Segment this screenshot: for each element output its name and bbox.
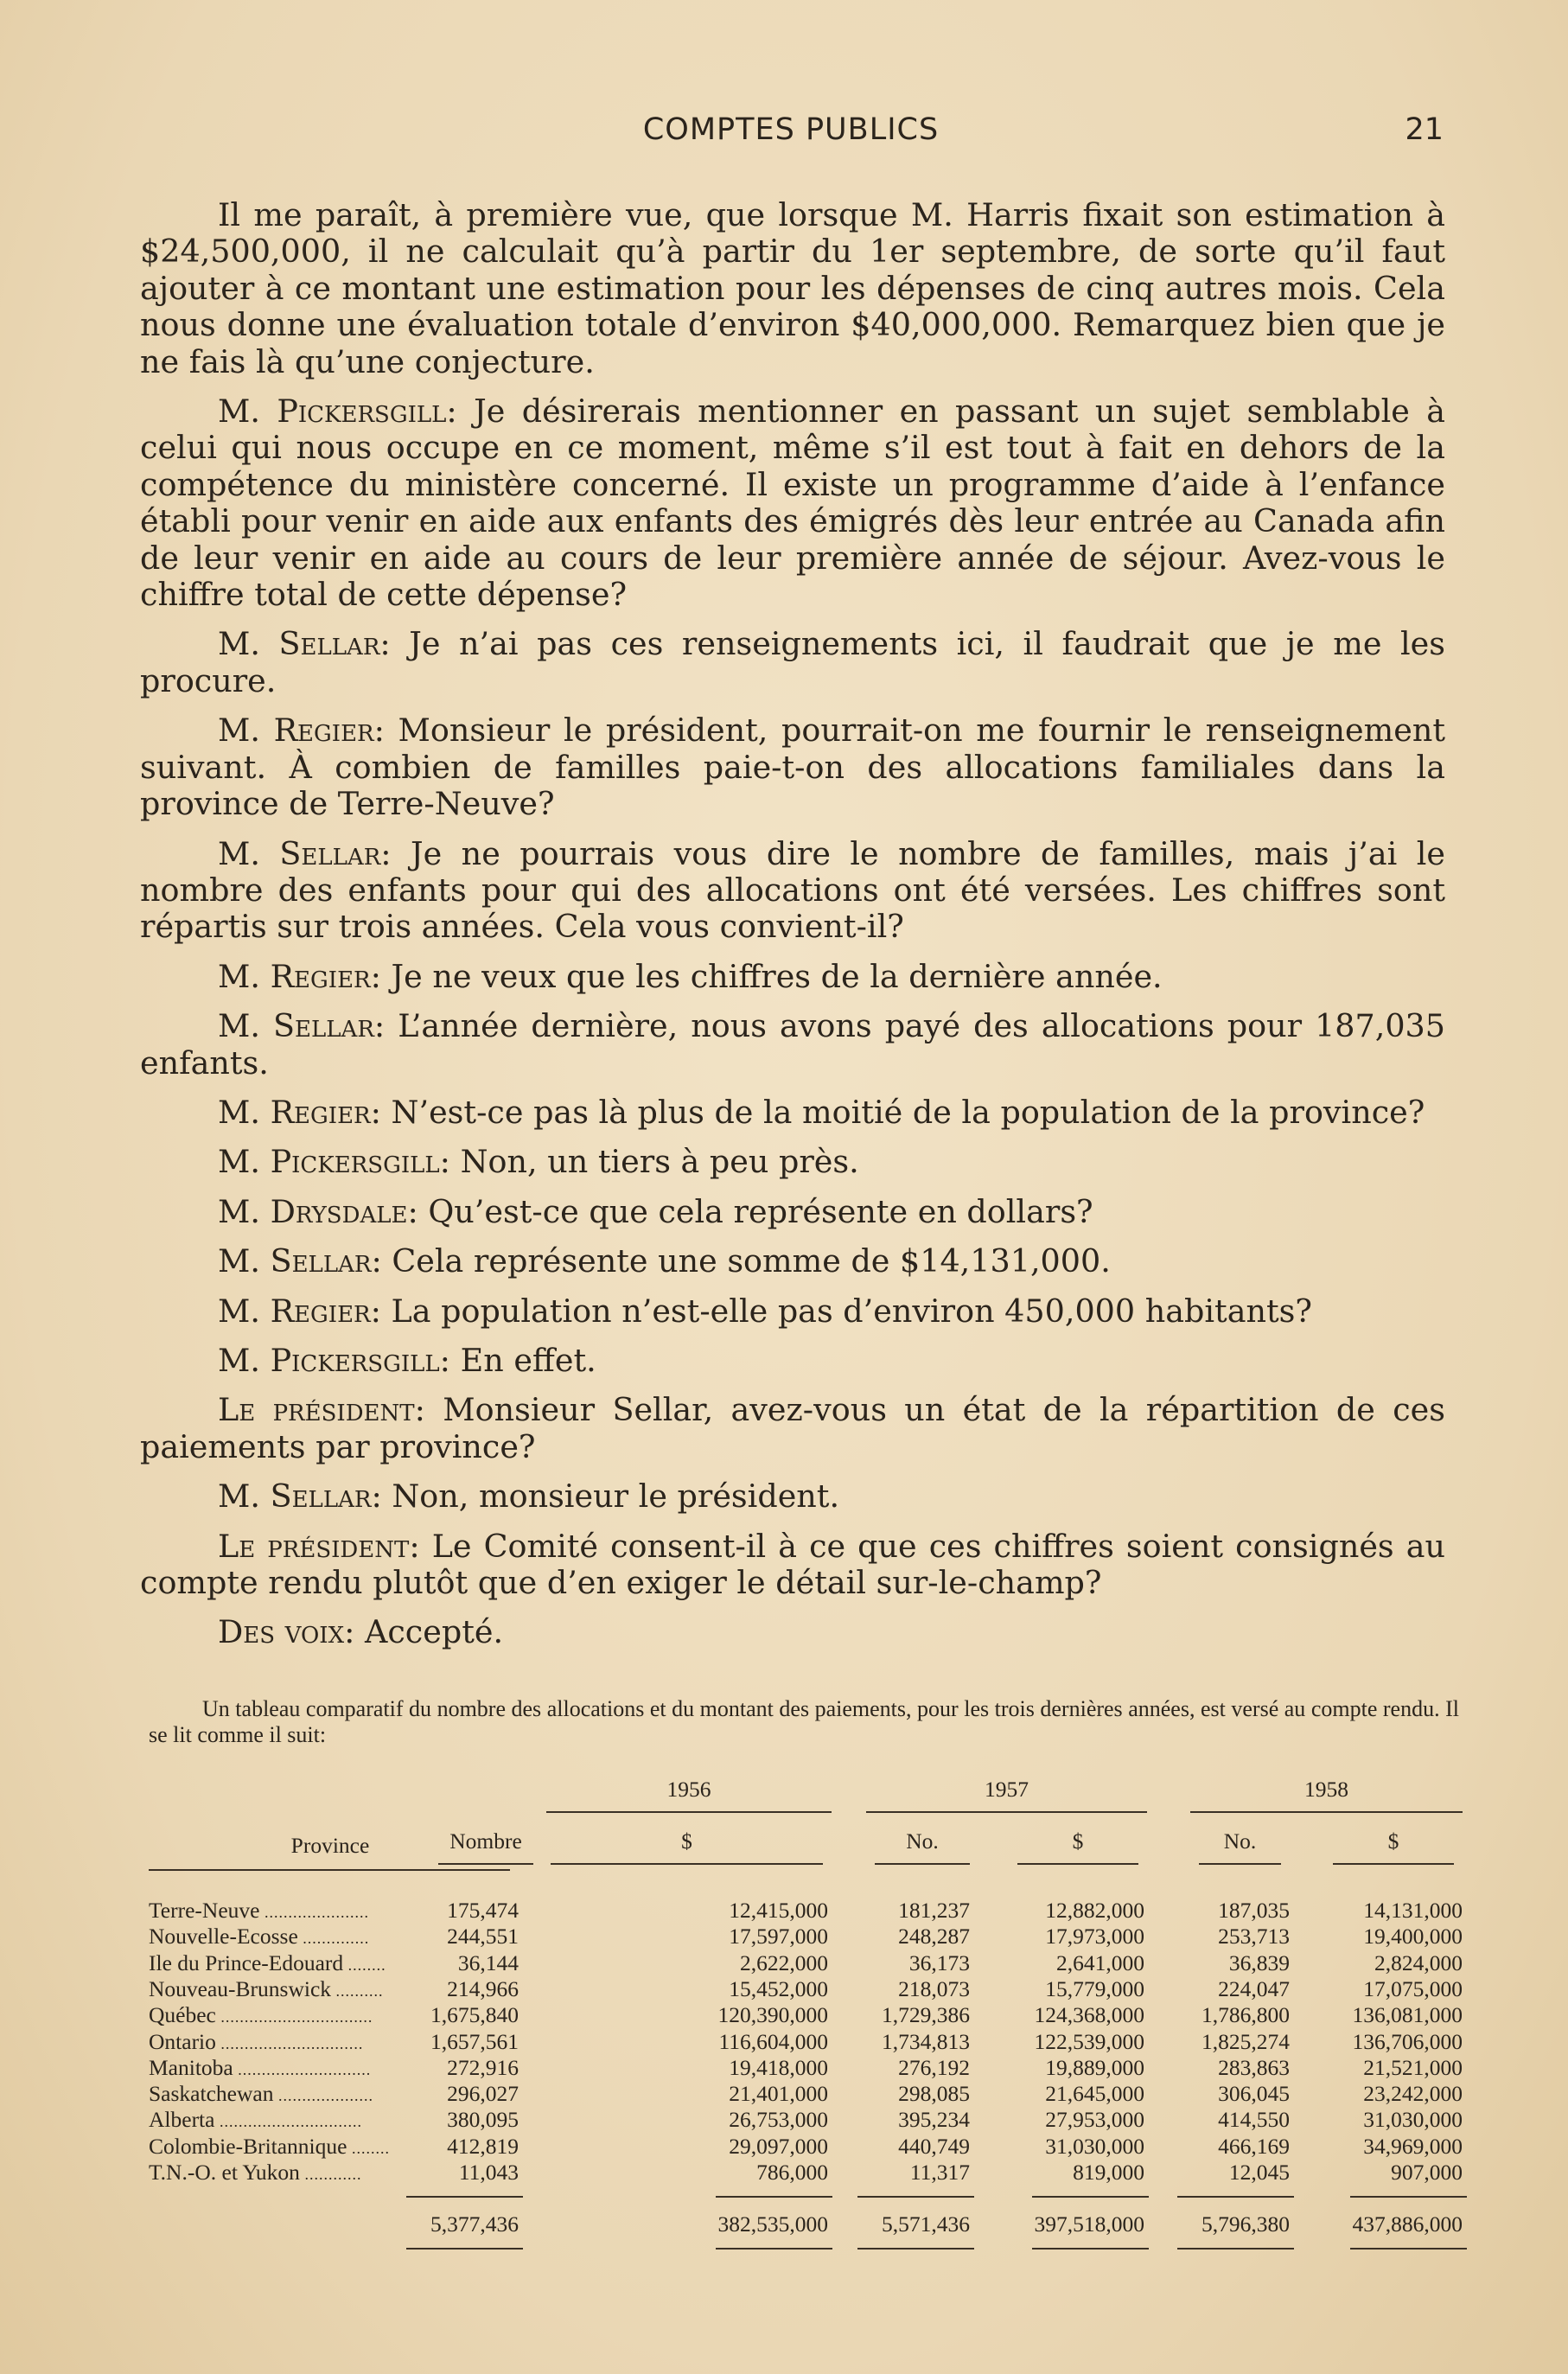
- table-cell: 218,073: [898, 1975, 970, 2001]
- province-label: Ile du Prince-Edouard: [149, 1950, 344, 1975]
- table-cell: 187,035: [1218, 1898, 1290, 1923]
- table-cell: 21,401,000: [729, 2081, 828, 2107]
- speaker-name: Le président:: [218, 1391, 425, 1429]
- table-cell: 26,753,000: [729, 2107, 828, 2133]
- transcript-paragraph: [140, 1528, 1445, 1602]
- speaker-name: M. Regier:: [218, 1292, 381, 1330]
- province-label: Québec: [149, 2002, 216, 2028]
- province-header: Province: [290, 1833, 370, 1858]
- table-cell: 1,657,561: [430, 2028, 519, 2054]
- year-header: 1956: [666, 1777, 711, 1802]
- column-header: Nombre: [449, 1828, 522, 1854]
- paragraph-text: Je n’ai pas ces renseignements ici, il faudrait que je me les procure.: [140, 625, 1445, 699]
- speaker-name: Des voix:: [218, 1613, 355, 1651]
- table-cell: 181,237: [898, 1898, 970, 1923]
- paragraph-text: Je ne veux que les chiffres de la dernière année.: [391, 957, 1163, 995]
- table-cell: 819,000: [1073, 2160, 1144, 2185]
- year-rule: [546, 1811, 832, 1813]
- table-cell: 395,234: [898, 2107, 970, 2133]
- table-cell: 12,415,000: [729, 1898, 828, 1923]
- total-top-rule: [857, 2196, 974, 2198]
- total-cell: 397,518,000: [1034, 2211, 1144, 2237]
- province-label: Saskatchewan: [149, 2081, 274, 2107]
- transcript-paragraph: [140, 836, 1445, 946]
- transcript-paragraph: [140, 626, 1445, 699]
- table-cell: 17,075,000: [1363, 1975, 1463, 2001]
- paragraph-text: Le Comité consent-il à ce que ces chiffres soient consignés au compte rendu plutôt que d’en exiger le détail sur-le-champ?: [140, 1527, 1445, 1601]
- table-cell: 248,287: [898, 1924, 970, 1950]
- table-cell: 15,452,000: [729, 1975, 828, 2001]
- total-cell: 5,571,436: [882, 2211, 970, 2237]
- year-header: 1958: [1304, 1777, 1348, 1802]
- column-header-rule: [1333, 1863, 1454, 1865]
- total-top-rule: [1032, 2196, 1149, 2198]
- page-number: 21: [1405, 112, 1444, 147]
- column-header-rule: [438, 1863, 533, 1865]
- paragraph-text: Je ne pourrais vous dire le nombre de familles, mais j’ai le nombre des enfants pour qui des allocations ont été versées. Les chiffres sont répartis sur trois années. Cela vous convient-il?: [140, 834, 1445, 946]
- year-rule: [866, 1811, 1147, 1813]
- paragraph-text: Je désirerais mentionner en passant un sujet semblable à celui qui nous occupe en ce moment, même s’il est tout à fait en dehors de la compétence du ministère concerné. Il existe un programme d’aide à l’enfance établi pour venir en aide aux enfants des émigrés dès leur entrée au Canada afin de leur venir en aide au cours de leur première année de séjour. Avez-vous le chiffre total de cette dépense?: [140, 392, 1445, 614]
- table-cell: 17,973,000: [1045, 1924, 1144, 1950]
- leader-dots: ..............: [297, 1930, 370, 1948]
- province-label: Ontario: [149, 2028, 216, 2054]
- speaker-name: M. Sellar:: [218, 1242, 382, 1280]
- paragraph-text: Qu’est-ce que cela représente en dollars?: [428, 1192, 1093, 1230]
- table-cell: 907,000: [1391, 2160, 1463, 2185]
- province-label: Nouvelle-Ecosse: [149, 1924, 298, 1950]
- leader-dots: ................................: [215, 2008, 373, 2026]
- speaker-name: M. Sellar:: [218, 1477, 382, 1516]
- table-cell: 440,749: [898, 2133, 970, 2159]
- speaker-name: M. Sellar:: [218, 1007, 386, 1045]
- transcript-paragraph: [140, 1392, 1445, 1465]
- paragraph-text: Il me paraît, à première vue, que lorsque M. Harris fixait son estimation à $24,500,000, il ne calculait qu’à partir du 1er septembre, de sorte qu’il faut ajouter à ce montant une estimation pour les dépenses de cinq autres mois. Cela nous donne une évaluation totale d’environ $40,000,000. Remarquez bien que je ne fais là qu’une conjecture.: [140, 196, 1445, 380]
- total-top-rule: [716, 2196, 832, 2198]
- table-cell: 17,597,000: [729, 1924, 828, 1950]
- table-cell: 124,368,000: [1034, 2002, 1144, 2028]
- table-cell: 175,474: [447, 1898, 519, 1923]
- table-cell: 214,966: [447, 1975, 519, 2001]
- table-cell: 136,081,000: [1352, 2002, 1463, 2028]
- table-cell: 11,043: [458, 2160, 519, 2185]
- leader-dots: ....................: [273, 2087, 373, 2105]
- leader-dots: ..........: [331, 1982, 384, 2000]
- table-cell: 136,706,000: [1352, 2028, 1463, 2054]
- leader-dots: ............: [299, 2166, 362, 2183]
- transcript-paragraph: [140, 712, 1445, 822]
- total-top-rule: [1350, 2196, 1467, 2198]
- province-header-rule: [149, 1869, 510, 1871]
- province-label: Alberta: [149, 2107, 215, 2133]
- speaker-name: M. Pickersgill:: [218, 392, 457, 431]
- paragraph-text: Monsieur le président, pourrait-on me fournir le renseignement suivant. À combien de familles paie-t-on des allocations familiales dans la province de Terre-Neuve?: [140, 712, 1446, 823]
- table-cell: 23,242,000: [1363, 2081, 1463, 2107]
- table-cell: 296,027: [447, 2081, 519, 2107]
- table-cell: 272,916: [447, 2054, 519, 2080]
- table-cell: 414,550: [1218, 2107, 1290, 2133]
- table-cell: 36,839: [1228, 1950, 1290, 1975]
- table-cell: 1,786,800: [1201, 2002, 1290, 2028]
- leader-dots: ..............................: [214, 2113, 362, 2131]
- table-cell: 224,047: [1218, 1975, 1290, 2001]
- paragraph-text: En effet.: [460, 1341, 596, 1379]
- table-cell: 786,000: [756, 2160, 828, 2185]
- table-cell: 31,030,000: [1045, 2133, 1144, 2159]
- column-header: $: [1387, 1828, 1399, 1854]
- paragraph-text: Cela représente une somme de $14,131,000.: [392, 1242, 1111, 1280]
- column-header-rule: [551, 1863, 823, 1865]
- column-header: No.: [1223, 1828, 1257, 1854]
- table-cell: 19,889,000: [1045, 2054, 1144, 2080]
- table-note-text: Un tableau comparatif du nombre des allocations et du montant des paiements, pour les trois dernières années, est versé au compte rendu. Il se lit comme il suit:: [149, 1696, 1459, 1747]
- total-top-rule: [1177, 2196, 1294, 2198]
- speaker-name: M. Pickersgill:: [218, 1341, 450, 1379]
- paragraph-text: L’année dernière, nous avons payé des allocations pour 187,035 enfants.: [140, 1007, 1446, 1082]
- speaker-name: M. Sellar:: [218, 625, 391, 663]
- leader-dots: ............................: [233, 2060, 372, 2078]
- total-bottom-rule: [406, 2248, 523, 2250]
- table-cell: 306,045: [1218, 2081, 1290, 2107]
- total-bottom-rule: [1032, 2248, 1149, 2250]
- transcript-paragraph: [140, 1194, 1445, 1230]
- table-cell: 2,641,000: [1056, 1950, 1144, 1975]
- table-cell: 27,953,000: [1045, 2107, 1144, 2133]
- table-cell: 466,169: [1218, 2133, 1290, 2159]
- transcript-body: [140, 197, 1445, 1664]
- table-cell: 380,095: [447, 2107, 519, 2133]
- table-cell: 14,131,000: [1363, 1898, 1463, 1923]
- year-header: 1957: [985, 1777, 1029, 1802]
- table-cell: 19,418,000: [729, 2054, 828, 2080]
- table-cell: 122,539,000: [1034, 2028, 1144, 2054]
- column-header: No.: [906, 1828, 939, 1854]
- province-label: Manitoba: [149, 2054, 233, 2080]
- column-header-rule: [875, 1863, 970, 1865]
- transcript-paragraph: [140, 1094, 1445, 1131]
- transcript-paragraph: [140, 393, 1445, 613]
- total-top-rule: [406, 2196, 523, 2198]
- table-note: [149, 1696, 1459, 1748]
- speaker-name: Le président:: [218, 1527, 420, 1565]
- speaker-name: M. Sellar:: [218, 834, 392, 872]
- province-label: Nouveau-Brunswick: [149, 1975, 332, 2001]
- table-cell: 34,969,000: [1363, 2133, 1463, 2159]
- province-label: Colombie-Britannique: [149, 2133, 347, 2159]
- leader-dots: ........: [347, 2139, 390, 2157]
- column-header-rule: [1017, 1863, 1138, 1865]
- transcript-paragraph: [140, 959, 1445, 995]
- province-label: T.N.-O. et Yukon: [149, 2160, 300, 2185]
- table-cell: 2,622,000: [740, 1950, 828, 1975]
- table-cell: 31,030,000: [1363, 2107, 1463, 2133]
- paragraph-text: N’est-ce pas là plus de la moitié de la population de la province?: [391, 1093, 1425, 1131]
- paragraph-text: Non, monsieur le président.: [392, 1477, 840, 1516]
- table-cell: 1,825,274: [1201, 2028, 1290, 2054]
- speaker-name: M. Regier:: [218, 957, 381, 995]
- speaker-name: M. Pickersgill:: [218, 1143, 450, 1181]
- table-cell: 29,097,000: [729, 2133, 828, 2159]
- page-header: [138, 112, 1444, 164]
- column-header-rule: [1199, 1863, 1281, 1865]
- transcript-paragraph: [140, 197, 1445, 380]
- allowance-table: [149, 1764, 1471, 2265]
- total-cell: 5,796,380: [1201, 2211, 1290, 2237]
- leader-dots: ......................: [259, 1904, 369, 1921]
- column-header: $: [681, 1828, 692, 1854]
- table-cell: 21,645,000: [1045, 2081, 1144, 2107]
- total-bottom-rule: [1177, 2248, 1294, 2250]
- table-cell: 298,085: [898, 2081, 970, 2107]
- total-cell: 437,886,000: [1352, 2211, 1463, 2237]
- total-cell: 382,535,000: [717, 2211, 828, 2237]
- speaker-name: M. Regier:: [218, 712, 385, 750]
- transcript-paragraph: [140, 1478, 1445, 1515]
- year-rule: [1190, 1811, 1463, 1813]
- total-bottom-rule: [857, 2248, 974, 2250]
- table-cell: 276,192: [898, 2054, 970, 2080]
- table-cell: 116,604,000: [718, 2028, 828, 2054]
- transcript-paragraph: [140, 1144, 1445, 1180]
- column-header: $: [1072, 1828, 1084, 1854]
- total-cell: 5,377,436: [430, 2211, 519, 2237]
- speaker-name: M. Regier:: [218, 1093, 381, 1131]
- table-cell: 2,824,000: [1374, 1950, 1463, 1975]
- running-title: COMPTES PUBLICS: [642, 112, 940, 147]
- table-cell: 1,675,840: [430, 2002, 519, 2028]
- transcript-paragraph: [140, 1343, 1445, 1379]
- table-cell: 1,729,386: [882, 2002, 970, 2028]
- province-label: Terre-Neuve: [149, 1898, 260, 1923]
- table-cell: 412,819: [447, 2133, 519, 2159]
- total-bottom-rule: [1350, 2248, 1467, 2250]
- leader-dots: ..............................: [215, 2034, 364, 2052]
- paragraph-text: Monsieur Sellar, avez-vous un état de la répartition de ces paiements par province?: [140, 1391, 1446, 1465]
- table-cell: 11,317: [909, 2160, 970, 2185]
- table-cell: 21,521,000: [1363, 2054, 1463, 2080]
- table-cell: 253,713: [1218, 1924, 1290, 1950]
- table-cell: 120,390,000: [717, 2002, 828, 2028]
- table-cell: 12,882,000: [1045, 1898, 1144, 1923]
- table-cell: 1,734,813: [882, 2028, 970, 2054]
- transcript-paragraph: [140, 1243, 1445, 1280]
- table-cell: 36,173: [908, 1950, 970, 1975]
- paragraph-text: Non, un tiers à peu près.: [460, 1143, 859, 1181]
- paragraph-text: La population n’est-elle pas d’environ 450,000 habitants?: [391, 1292, 1312, 1330]
- speaker-name: M. Drysdale:: [218, 1192, 418, 1230]
- table-cell: 19,400,000: [1363, 1924, 1463, 1950]
- transcript-paragraph: [140, 1293, 1445, 1330]
- table-cell: 36,144: [457, 1950, 519, 1975]
- table-cell: 283,863: [1218, 2054, 1290, 2080]
- table-cell: 12,045: [1228, 2160, 1290, 2185]
- table-cell: 244,551: [447, 1924, 519, 1950]
- total-bottom-rule: [716, 2248, 832, 2250]
- leader-dots: ........: [343, 1956, 386, 1974]
- transcript-paragraph: [140, 1614, 1445, 1650]
- transcript-paragraph: [140, 1008, 1445, 1082]
- table-cell: 15,779,000: [1045, 1975, 1144, 2001]
- paragraph-text: Accepté.: [364, 1613, 504, 1651]
